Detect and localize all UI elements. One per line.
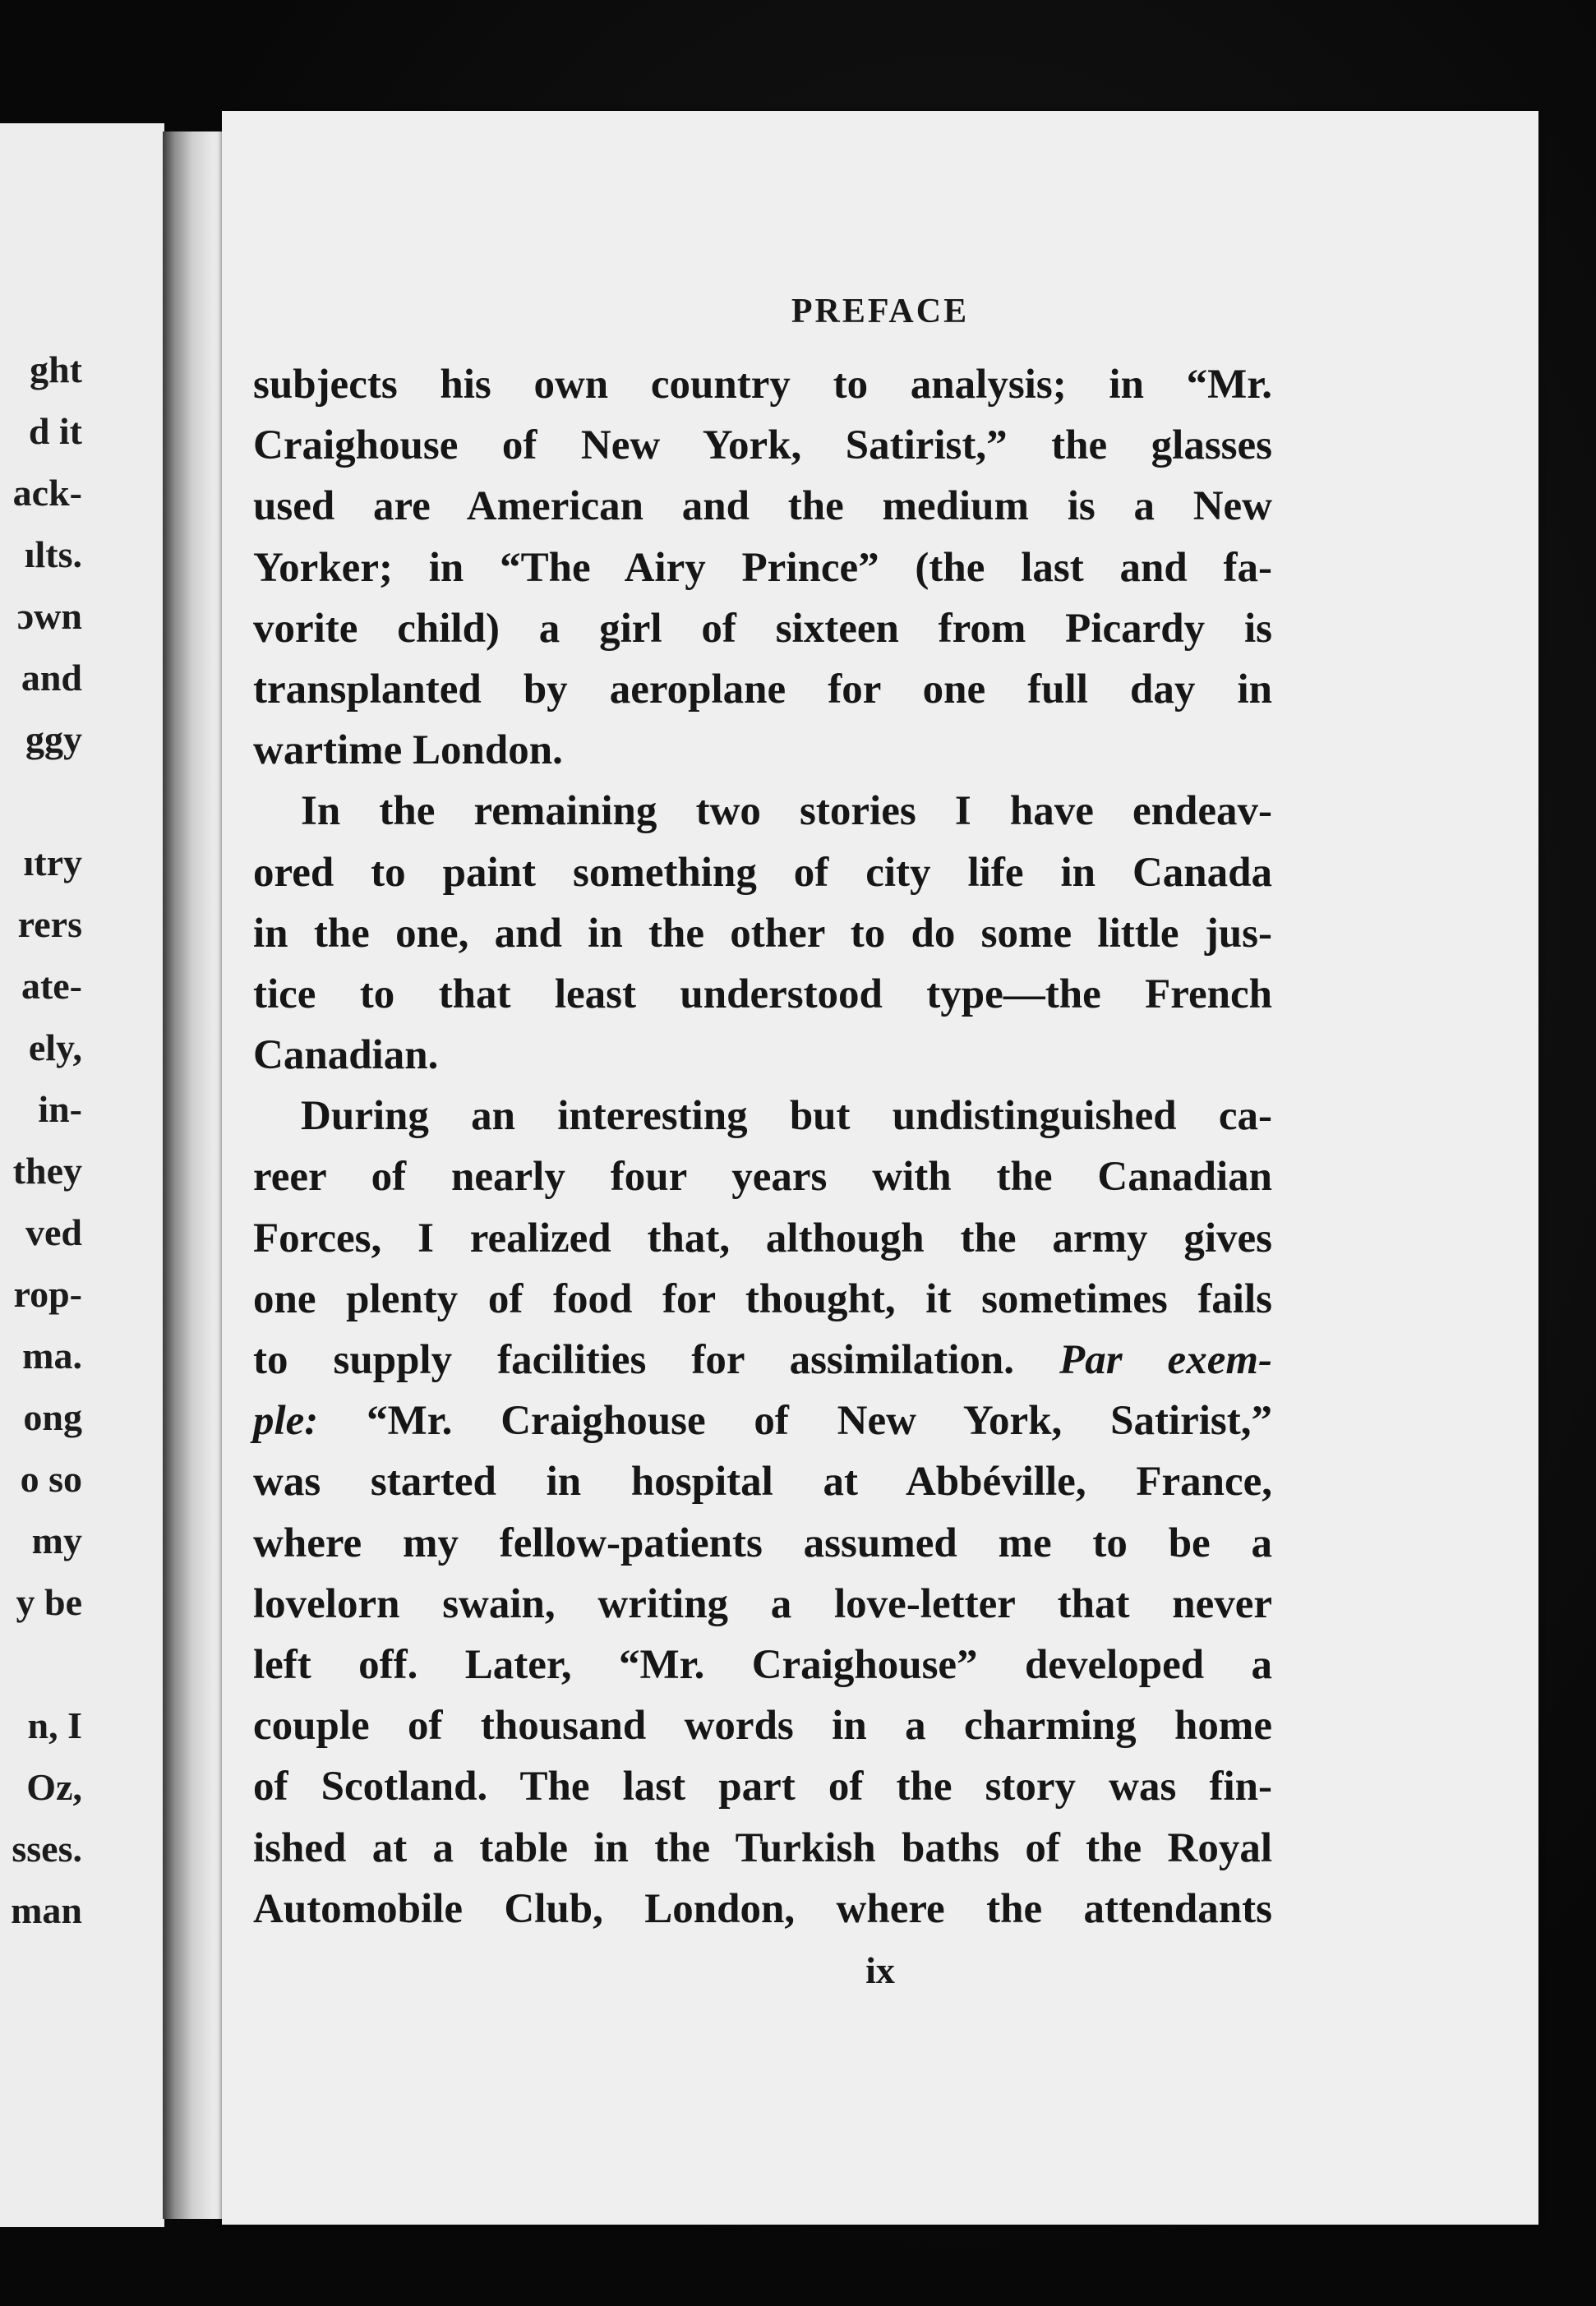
page-number: ix bbox=[865, 1949, 895, 1991]
left-page-line bbox=[11, 770, 82, 832]
text-line: Craighouse of New York, Satirist,” the glasses bbox=[253, 422, 1272, 469]
book-gutter bbox=[163, 131, 228, 2219]
text-line: ple: “Mr. Craighouse of New York, Satirist,” bbox=[253, 1398, 1272, 1445]
left-page-line: sses. bbox=[12, 1828, 82, 1870]
text-line: to supply facilities for assimilation. Par exem- bbox=[253, 1337, 1272, 1383]
italic-phrase: ple: bbox=[253, 1398, 319, 1445]
left-page-line: Oz, bbox=[26, 1766, 82, 1808]
text-line: couple of thousand words in a charming home bbox=[253, 1703, 1272, 1750]
text-line: Yorker; in “The Airy Prince” (the last and fa- bbox=[253, 544, 1272, 591]
left-page-line: and bbox=[21, 657, 82, 699]
left-page-line: ma. bbox=[22, 1335, 82, 1377]
text-line: used are American and the medium is a New bbox=[253, 483, 1272, 530]
left-page-line: rop- bbox=[13, 1273, 82, 1315]
left-page-line bbox=[11, 1633, 82, 1695]
text-line: where my fellow-patients assumed me to be a bbox=[253, 1520, 1272, 1566]
left-page-line: o so bbox=[20, 1458, 82, 1500]
left-page-line: ong bbox=[23, 1396, 82, 1438]
text-line: transplanted by aeroplane for one full day in bbox=[253, 666, 1272, 713]
italic-phrase: Par exem- bbox=[1059, 1337, 1272, 1383]
text-line: was started in hospital at Abbéville, France, bbox=[253, 1459, 1272, 1506]
left-page-fragment bbox=[0, 123, 164, 2227]
text-line: of Scotland. The last part of the story was fin- bbox=[253, 1764, 1272, 1810]
text-line: Forces, I realized that, although the army gives bbox=[253, 1215, 1272, 1261]
left-page-line: d it bbox=[28, 410, 82, 452]
left-page-line: rers bbox=[17, 903, 82, 945]
left-page-line: ılts. bbox=[24, 533, 82, 575]
text-line: In the remaining two stories I have endeav- bbox=[301, 788, 1272, 835]
text-line: ored to paint something of city life in Canada bbox=[253, 849, 1272, 896]
text-line: ished at a table in the Turkish baths of the Royal bbox=[253, 1824, 1272, 1871]
left-page-line: ate- bbox=[21, 965, 82, 1007]
left-page-line: ved bbox=[25, 1211, 82, 1253]
text-line: tice to that least understood type—the French bbox=[253, 971, 1272, 1017]
left-page-line: ıtry bbox=[23, 842, 82, 883]
left-page-line: n, I bbox=[27, 1704, 82, 1746]
text-line: lovelorn swain, writing a love-letter that never bbox=[253, 1580, 1272, 1627]
text-line: one plenty of food for thought, it sometimes fails bbox=[253, 1275, 1272, 1322]
text-line: Canadian. bbox=[253, 1032, 439, 1079]
left-page-line: ggy bbox=[25, 718, 82, 760]
book-page bbox=[222, 111, 1538, 2225]
left-page-line: they bbox=[12, 1150, 82, 1192]
text-line: in the one, and in the other to do some little jus- bbox=[253, 910, 1272, 957]
left-page-line: ack- bbox=[12, 472, 82, 514]
text-line: Automobile Club, London, where the attendants bbox=[253, 1885, 1272, 1932]
left-page-line: ght bbox=[30, 348, 82, 390]
left-page-text bbox=[11, 339, 82, 1941]
text-line: During an interesting but undistinguished ca- bbox=[301, 1093, 1272, 1140]
text-line: subjects his own country to analysis; in “Mr. bbox=[253, 362, 1272, 408]
text-line: vorite child) a girl of sixteen from Picardy is bbox=[253, 605, 1272, 652]
left-page-line: man bbox=[11, 1889, 82, 1931]
text-line: wartime London. bbox=[253, 727, 563, 774]
left-page-line: ɔwn bbox=[16, 595, 82, 637]
text-line: left off. Later, “Mr. Craighouse” developed a bbox=[253, 1641, 1272, 1688]
text-line: reer of nearly four years with the Canadian bbox=[253, 1154, 1272, 1201]
left-page-line: my bbox=[31, 1520, 82, 1561]
left-page-line: in- bbox=[38, 1088, 82, 1130]
left-page-line: ely, bbox=[28, 1026, 82, 1068]
running-head: PREFACE bbox=[791, 293, 970, 330]
left-page-line: y be bbox=[16, 1581, 82, 1623]
body-text bbox=[253, 354, 1272, 1939]
